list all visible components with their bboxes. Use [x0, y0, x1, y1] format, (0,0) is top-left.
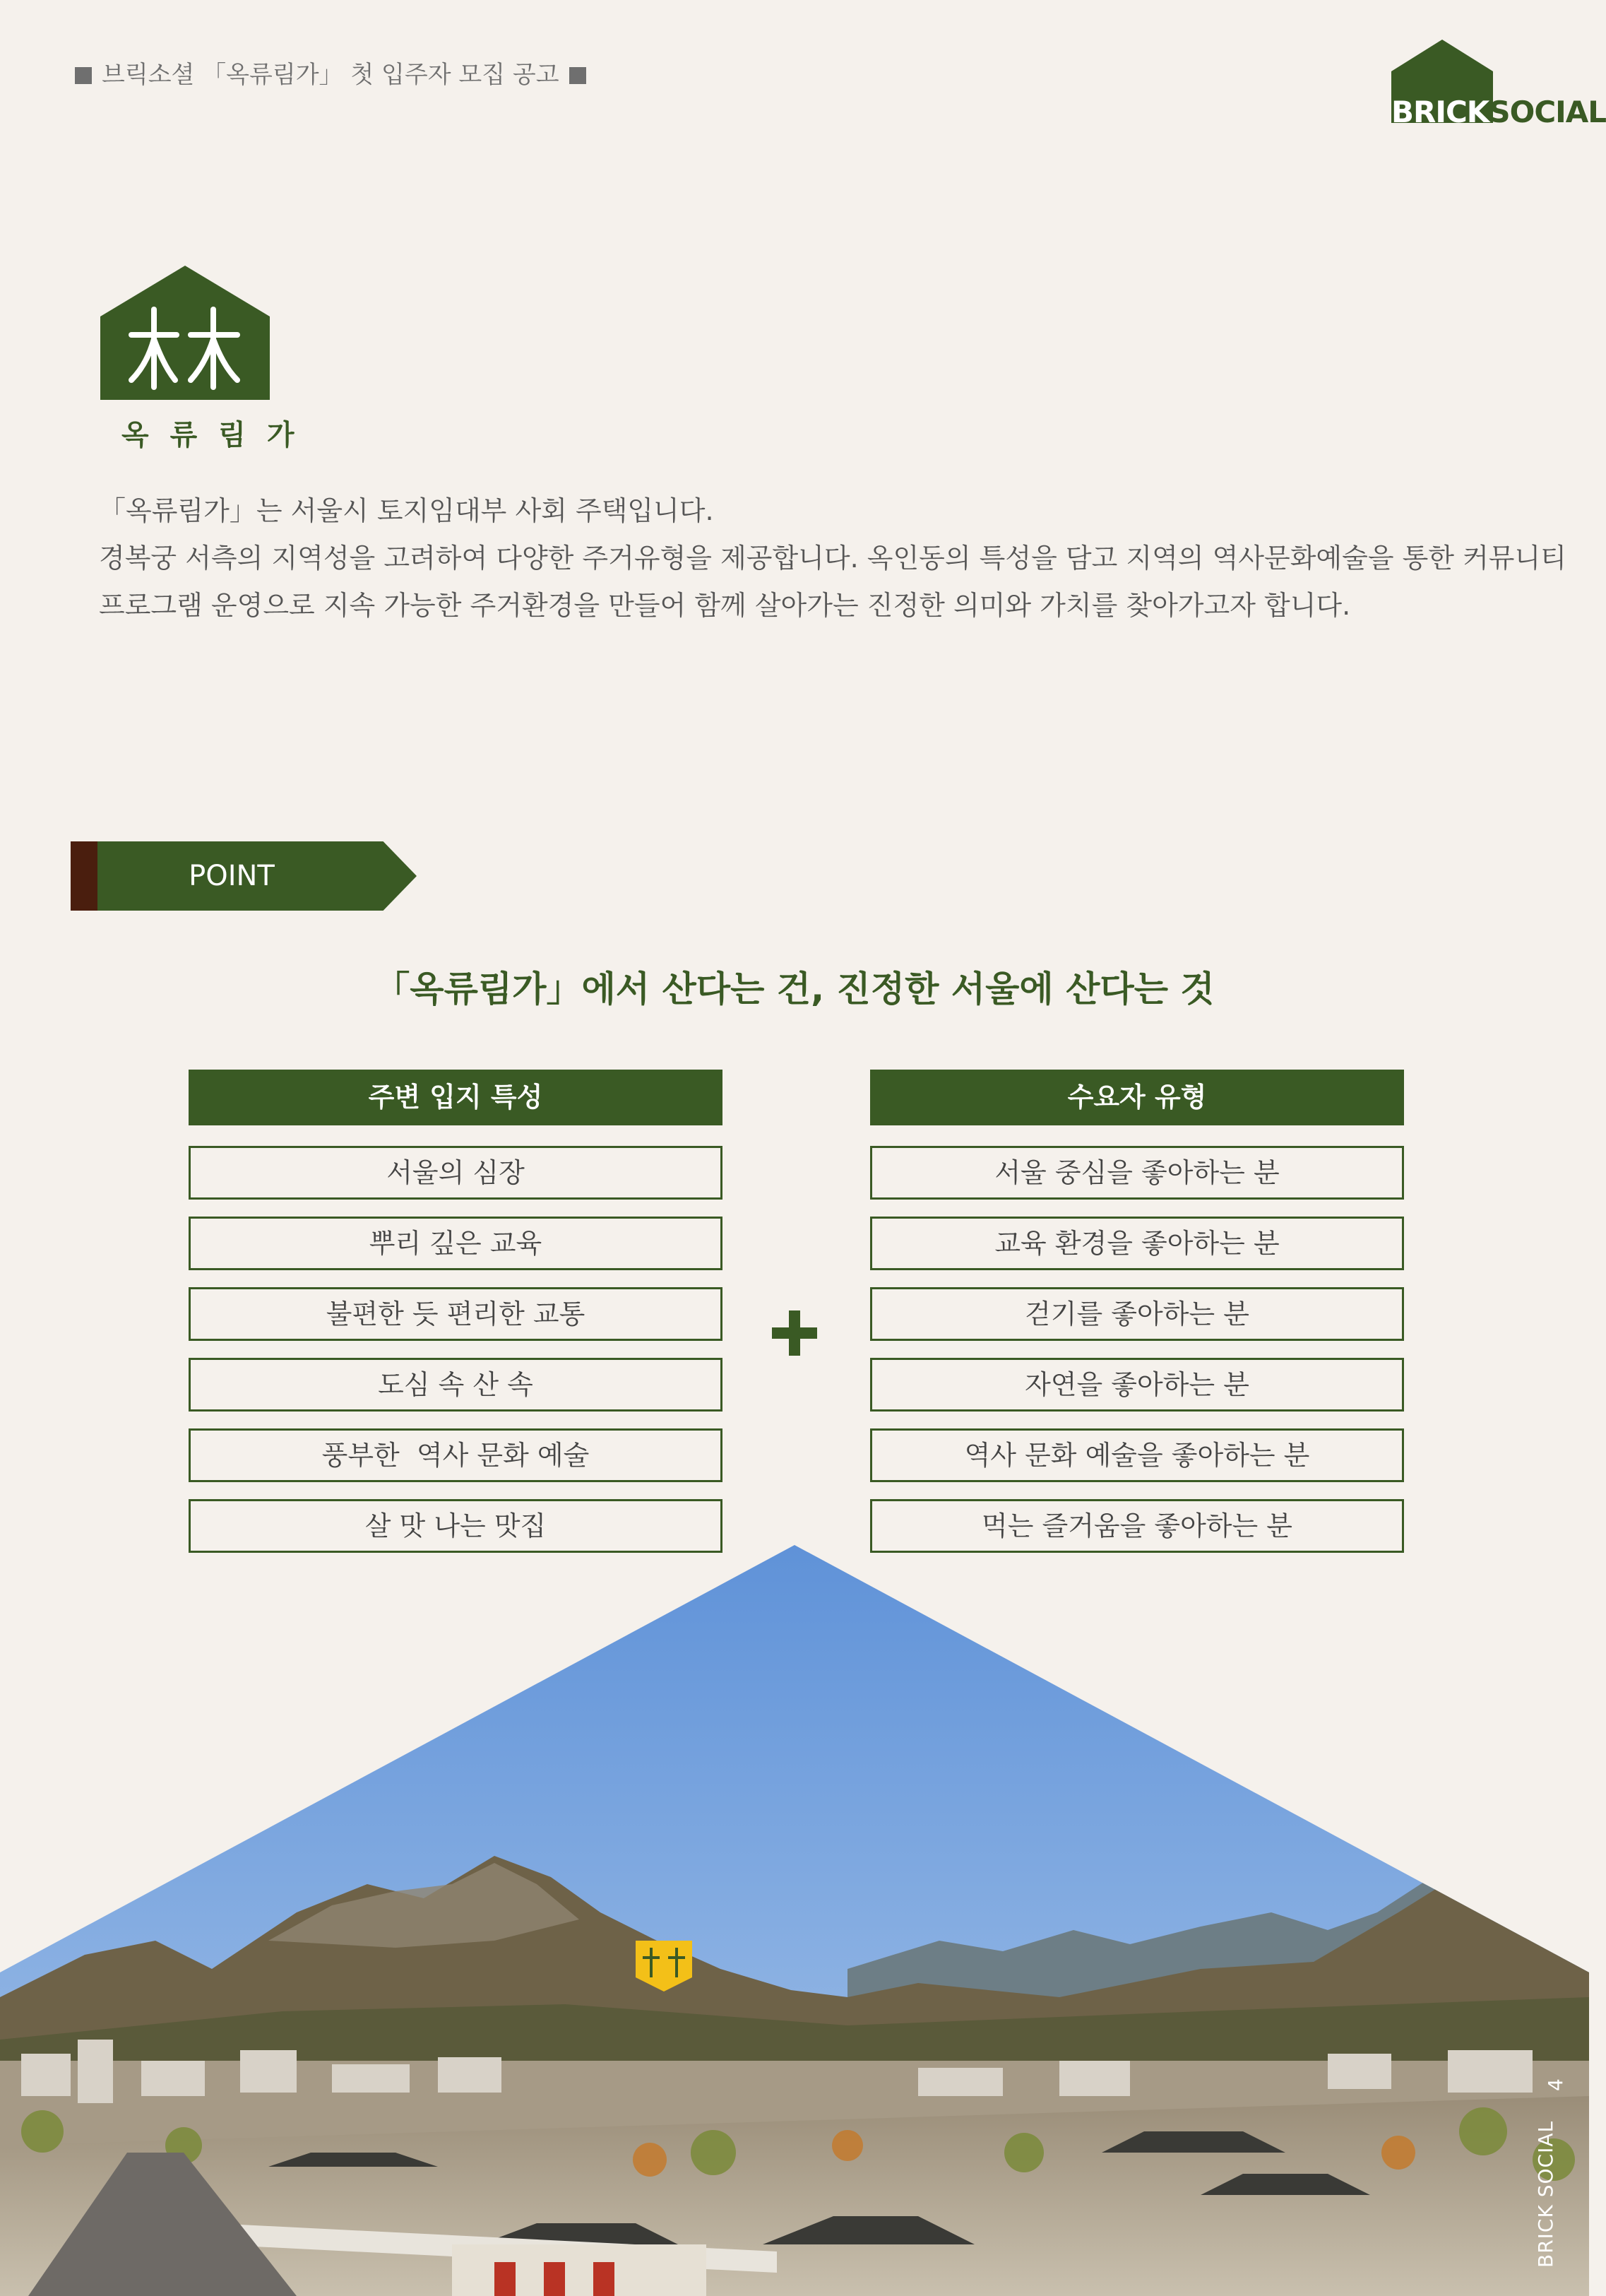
square-bullet-icon [75, 67, 92, 84]
location-item: 살 맛 나는 맛집 [189, 1499, 722, 1553]
location-column [189, 1070, 722, 1553]
notice-text: 브릭소셜 「옥류림가」 첫 입주자 모집 공고 [102, 61, 559, 89]
location-item: 불편한 듯 편리한 교통 [189, 1287, 722, 1341]
demand-item: 걷기를 좋아하는 분 [870, 1287, 1404, 1341]
page-number: 4 [1544, 2078, 1567, 2091]
demand-title: 수요자 유형 [870, 1070, 1404, 1125]
location-title: 주변 입지 특성 [189, 1070, 722, 1125]
brand-word-brick: BRICK [1391, 95, 1489, 129]
point-accent-bar [71, 841, 97, 911]
demand-item: 서울 중심을 좋아하는 분 [870, 1146, 1404, 1200]
demand-item: 자연을 좋아하는 분 [870, 1358, 1404, 1412]
square-bullet-icon [569, 67, 586, 84]
okryurimga-logo [100, 266, 316, 451]
location-item: 뿌리 깊은 교육 [189, 1217, 722, 1270]
intro-line: 프로그램 운영으로 지속 가능한 주거환경을 만들어 함께 살아가는 진정한 의미와 가치를 찾아가고자 합니다. [99, 590, 1351, 621]
location-item: 서울의 심장 [189, 1146, 722, 1200]
side-brand-text: BRICK SOCIAL [1534, 2120, 1557, 2268]
intro-line: 경복궁 서측의 지역성을 고려하여 다양한 주거유형을 제공합니다. 옥인동의 특성을 담고 지역의 역사문화예술을 통한 커뮤니티 [99, 543, 1566, 574]
demand-column [870, 1070, 1404, 1553]
demand-item: 역사 문화 예술을 좋아하는 분 [870, 1428, 1404, 1482]
forest-house-icon [100, 266, 270, 407]
plus-icon [772, 1310, 817, 1356]
notice-header [71, 55, 596, 90]
point-label: POINT [189, 860, 275, 892]
location-item: 도심 속 산 속 [189, 1358, 722, 1412]
logo-name: 옥류림가 [121, 419, 316, 451]
point-headline: 「옥류림가」에서 산다는 건, 진정한 서울에 산다는 것 [374, 969, 1215, 1010]
point-banner [71, 841, 417, 911]
intro-paragraph [99, 487, 1566, 629]
brand-wordmark [1391, 95, 1606, 129]
demand-item: 교육 환경을 좋아하는 분 [870, 1217, 1404, 1270]
brick-social-logo [1391, 40, 1606, 129]
demand-item: 먹는 즐거움을 좋아하는 분 [870, 1499, 1404, 1553]
brand-word-social: SOCIAL [1489, 95, 1606, 129]
gyeongbokgung-landscape-photo [0, 1545, 1589, 2296]
location-item: 풍부한 역사 문화 예술 [189, 1428, 722, 1482]
intro-line: 「옥류림가」는 서울시 토지임대부 사회 주택입니다. [99, 495, 714, 526]
